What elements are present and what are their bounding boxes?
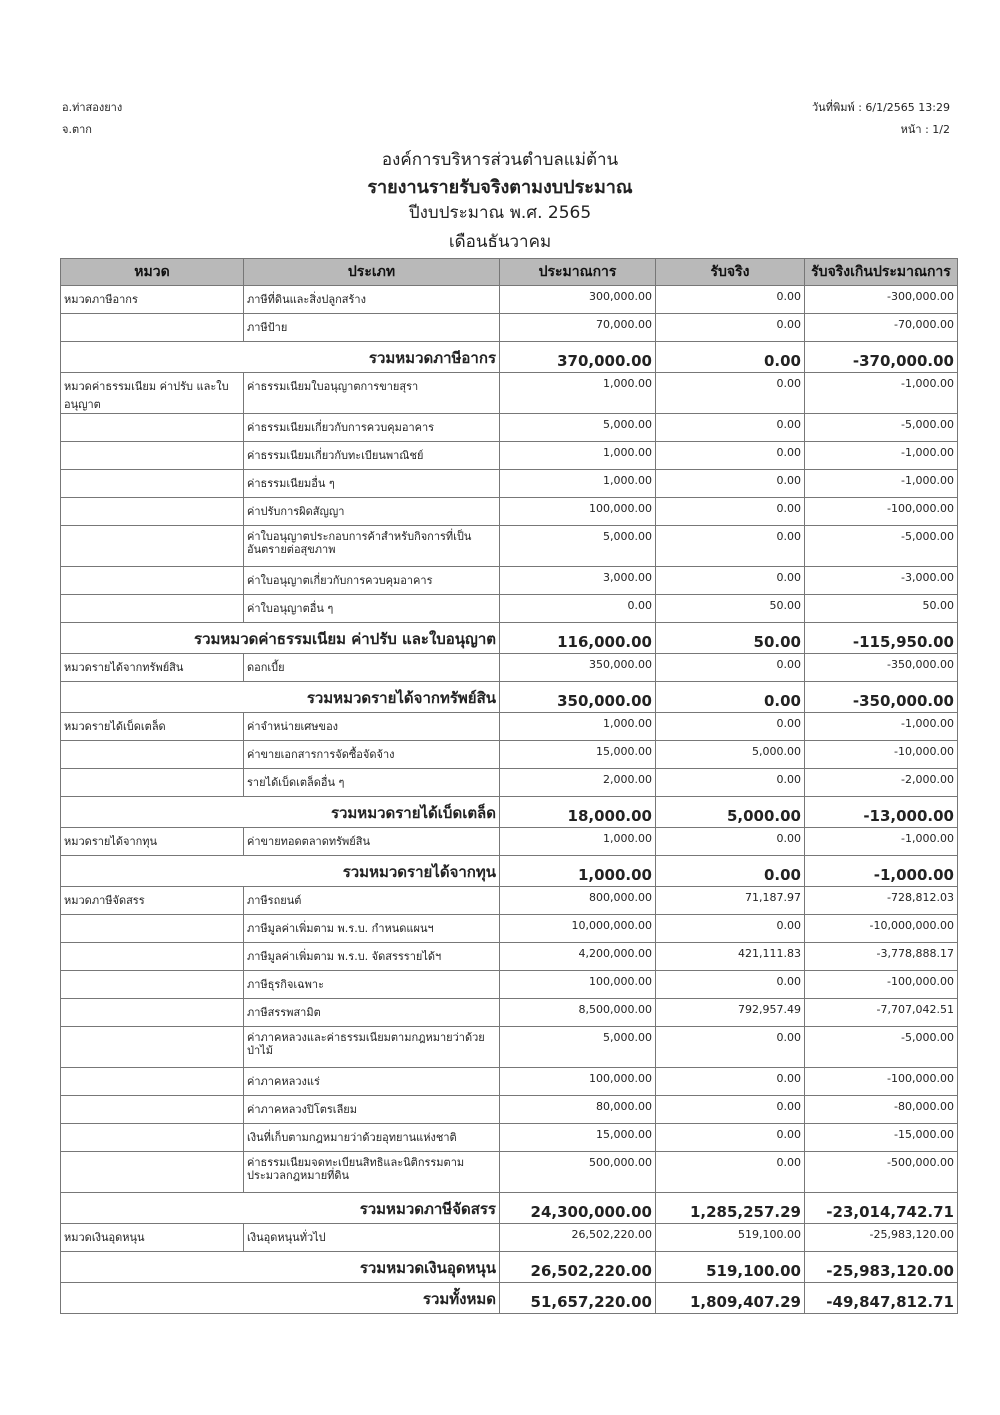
difference-cell: -10,000,000.00 (805, 915, 958, 943)
actual-cell: 0.00 (656, 442, 805, 470)
table-row (61, 567, 958, 595)
difference-cell: -10,000.00 (805, 741, 958, 769)
actual-cell: 1,285,257.29 (656, 1193, 805, 1224)
estimate-cell: 1,000.00 (500, 828, 656, 856)
type-cell: รายได้เบ็ดเตล็ดอื่น ๆ (244, 769, 500, 797)
table-row (61, 769, 958, 797)
difference-cell: -1,000.00 (805, 470, 958, 498)
subtotal-row (61, 682, 958, 713)
actual-cell: 0.00 (656, 971, 805, 999)
actual-cell: 0.00 (656, 373, 805, 414)
actual-cell: 0.00 (656, 567, 805, 595)
difference-cell: -1,000.00 (805, 373, 958, 414)
difference-cell: -100,000.00 (805, 971, 958, 999)
category-cell (61, 943, 244, 971)
type-cell: ค่าธรรมเนียมจดทะเบียนสิทธิและนิติกรรมตามประมวลกฎหมายที่ดิน (244, 1152, 500, 1193)
subtotal-label: รวมทั้งหมด (61, 1283, 500, 1314)
actual-cell: 1,809,407.29 (656, 1283, 805, 1314)
difference-cell: -80,000.00 (805, 1096, 958, 1124)
actual-cell: 0.00 (656, 654, 805, 682)
column-header-category: หมวด (61, 259, 244, 286)
column-header-estimate: ประมาณการ (500, 259, 656, 286)
category-cell (61, 1068, 244, 1096)
estimate-cell: 2,000.00 (500, 769, 656, 797)
difference-cell: -15,000.00 (805, 1124, 958, 1152)
subtotal-label: รวมหมวดภาษีจัดสรร (61, 1193, 500, 1224)
difference-cell: -370,000.00 (805, 342, 958, 373)
estimate-cell: 370,000.00 (500, 342, 656, 373)
table-row (61, 828, 958, 856)
type-cell: ดอกเบี้ย (244, 654, 500, 682)
category-cell: หมวดค่าธรรมเนียม ค่าปรับ และใบอนุญาต (61, 373, 244, 414)
estimate-cell: 100,000.00 (500, 1068, 656, 1096)
actual-cell: 0.00 (656, 526, 805, 567)
type-cell: ค่าใบอนุญาตเกี่ยวกับการควบคุมอาคาร (244, 567, 500, 595)
table-row (61, 915, 958, 943)
fiscal-year: ปีงบประมาณ พ.ศ. 2565 (408, 203, 592, 223)
table-row (61, 741, 958, 769)
subtotal-row (61, 1283, 958, 1314)
table-row (61, 470, 958, 498)
type-cell: ภาษีสรรพสามิต (244, 999, 500, 1027)
table-row (61, 1027, 958, 1068)
actual-cell: 519,100.00 (656, 1224, 805, 1252)
difference-cell: -5,000.00 (805, 1027, 958, 1068)
subtotal-row (61, 623, 958, 654)
category-cell: หมวดรายได้จากทุน (61, 828, 244, 856)
actual-cell: 421,111.83 (656, 943, 805, 971)
estimate-cell: 500,000.00 (500, 1152, 656, 1193)
difference-cell: -728,812.03 (805, 887, 958, 915)
category-cell (61, 442, 244, 470)
estimate-cell: 8,500,000.00 (500, 999, 656, 1027)
actual-cell: 0.00 (656, 828, 805, 856)
type-cell: ค่าธรรมเนียมอื่น ๆ (244, 470, 500, 498)
difference-cell: -5,000.00 (805, 414, 958, 442)
actual-cell: 71,187.97 (656, 887, 805, 915)
actual-cell: 0.00 (656, 915, 805, 943)
actual-cell: 50.00 (656, 595, 805, 623)
difference-cell: -25,983,120.00 (805, 1252, 958, 1283)
category-cell: หมวดรายได้เบ็ดเตล็ด (61, 713, 244, 741)
difference-cell: -7,707,042.51 (805, 999, 958, 1027)
table-row (61, 526, 958, 567)
estimate-cell: 5,000.00 (500, 414, 656, 442)
page-number: หน้า : 1/2 (900, 123, 950, 136)
actual-cell: 50.00 (656, 623, 805, 654)
subtotal-label: รวมหมวดภาษีอากร (61, 342, 500, 373)
difference-cell: -115,950.00 (805, 623, 958, 654)
estimate-cell: 24,300,000.00 (500, 1193, 656, 1224)
table-body (61, 286, 958, 1314)
category-cell (61, 414, 244, 442)
subtotal-label: รวมหมวดค่าธรรมเนียม ค่าปรับ และใบอนุญาต (61, 623, 500, 654)
type-cell: ภาษีมูลค่าเพิ่มตาม พ.ร.บ. จัดสรรรายได้ฯ (244, 943, 500, 971)
type-cell: ค่าภาคหลวงปิโตรเลียม (244, 1096, 500, 1124)
province-label: จ.ตาก (62, 123, 92, 136)
actual-cell: 0.00 (656, 856, 805, 887)
table-row (61, 286, 958, 314)
difference-cell: -1,000.00 (805, 856, 958, 887)
table-header-row (61, 259, 958, 286)
type-cell: ค่าขายทอดตลาดทรัพย์สิน (244, 828, 500, 856)
table-row (61, 1068, 958, 1096)
actual-cell: 0.00 (656, 682, 805, 713)
actual-cell: 0.00 (656, 1027, 805, 1068)
category-cell (61, 595, 244, 623)
subtotal-label: รวมหมวดรายได้จากทรัพย์สิน (61, 682, 500, 713)
type-cell: ภาษีที่ดินและสิ่งปลูกสร้าง (244, 286, 500, 314)
estimate-cell: 800,000.00 (500, 887, 656, 915)
difference-cell: -1,000.00 (805, 442, 958, 470)
estimate-cell: 3,000.00 (500, 567, 656, 595)
category-cell (61, 470, 244, 498)
type-cell: ภาษีรถยนต์ (244, 887, 500, 915)
difference-cell: -300,000.00 (805, 286, 958, 314)
category-cell (61, 999, 244, 1027)
report-title: รายงานรายรับจริงตามงบประมาณ (367, 177, 633, 198)
table-row (61, 1124, 958, 1152)
estimate-cell: 5,000.00 (500, 1027, 656, 1068)
category-cell: หมวดรายได้จากทรัพย์สิน (61, 654, 244, 682)
type-cell: ค่าภาคหลวงแร่ (244, 1068, 500, 1096)
type-cell: ค่าจำหน่ายเศษของ (244, 713, 500, 741)
type-cell: ค่าธรรมเนียมเกี่ยวกับการควบคุมอาคาร (244, 414, 500, 442)
estimate-cell: 100,000.00 (500, 498, 656, 526)
category-cell: หมวดภาษีอากร (61, 286, 244, 314)
type-cell: ค่าภาคหลวงและค่าธรรมเนียมตามกฎหมายว่าด้วยป่าไม้ (244, 1027, 500, 1068)
difference-cell: -70,000.00 (805, 314, 958, 342)
actual-cell: 0.00 (656, 1152, 805, 1193)
type-cell: ค่าใบอนุญาตอื่น ๆ (244, 595, 500, 623)
subtotal-label: รวมหมวดรายได้เบ็ดเตล็ด (61, 797, 500, 828)
type-cell: ค่าใบอนุญาตประกอบการค้าสำหรับกิจการที่เป็นอันตรายต่อสุขภาพ (244, 526, 500, 567)
category-cell (61, 567, 244, 595)
difference-cell: -23,014,742.71 (805, 1193, 958, 1224)
print-date: วันที่พิมพ์ : 6/1/2565 13:29 (812, 101, 950, 114)
actual-cell: 0.00 (656, 470, 805, 498)
difference-cell: -25,983,120.00 (805, 1224, 958, 1252)
type-cell: ค่าธรรมเนียมใบอนุญาตการขายสุรา (244, 373, 500, 414)
actual-cell: 5,000.00 (656, 741, 805, 769)
table-row (61, 314, 958, 342)
category-cell (61, 1027, 244, 1068)
estimate-cell: 26,502,220.00 (500, 1252, 656, 1283)
category-cell (61, 741, 244, 769)
table-row (61, 1152, 958, 1193)
difference-cell: -350,000.00 (805, 654, 958, 682)
estimate-cell: 18,000.00 (500, 797, 656, 828)
table-row (61, 1096, 958, 1124)
category-cell (61, 498, 244, 526)
difference-cell: -1,000.00 (805, 713, 958, 741)
estimate-cell: 116,000.00 (500, 623, 656, 654)
subtotal-row (61, 856, 958, 887)
category-cell (61, 971, 244, 999)
actual-cell: 0.00 (656, 286, 805, 314)
actual-cell: 0.00 (656, 769, 805, 797)
estimate-cell: 80,000.00 (500, 1096, 656, 1124)
estimate-cell: 15,000.00 (500, 1124, 656, 1152)
actual-cell: 0.00 (656, 1096, 805, 1124)
type-cell: ภาษีป้าย (244, 314, 500, 342)
category-cell (61, 1152, 244, 1193)
estimate-cell: 350,000.00 (500, 654, 656, 682)
table-row (61, 595, 958, 623)
subtotal-row (61, 342, 958, 373)
difference-cell: -2,000.00 (805, 769, 958, 797)
actual-cell: 0.00 (656, 498, 805, 526)
type-cell: เงินอุดหนุนทั่วไป (244, 1224, 500, 1252)
estimate-cell: 0.00 (500, 595, 656, 623)
actual-cell: 0.00 (656, 314, 805, 342)
type-cell: ค่าขายเอกสารการจัดซื้อจัดจ้าง (244, 741, 500, 769)
actual-cell: 0.00 (656, 1068, 805, 1096)
org-name: องค์การบริหารส่วนตำบลแม่ต้าน (381, 150, 619, 170)
revenue-table (60, 258, 958, 1314)
table-row (61, 713, 958, 741)
subtotal-label: รวมหมวดรายได้จากทุน (61, 856, 500, 887)
estimate-cell: 1,000.00 (500, 713, 656, 741)
category-cell (61, 1124, 244, 1152)
category-cell: หมวดเงินอุดหนุน (61, 1224, 244, 1252)
actual-cell: 5,000.00 (656, 797, 805, 828)
column-header-actual: รับจริง (656, 259, 805, 286)
category-cell: หมวดภาษีจัดสรร (61, 887, 244, 915)
actual-cell: 792,957.49 (656, 999, 805, 1027)
type-cell: ค่าธรรมเนียมเกี่ยวกับทะเบียนพาณิชย์ (244, 442, 500, 470)
subtotal-row (61, 1252, 958, 1283)
difference-cell: -13,000.00 (805, 797, 958, 828)
estimate-cell: 10,000,000.00 (500, 915, 656, 943)
estimate-cell: 5,000.00 (500, 526, 656, 567)
actual-cell: 519,100.00 (656, 1252, 805, 1283)
subtotal-label: รวมหมวดเงินอุดหนุน (61, 1252, 500, 1283)
category-cell (61, 769, 244, 797)
type-cell: ภาษีมูลค่าเพิ่มตาม พ.ร.บ. กำหนดแผนฯ (244, 915, 500, 943)
table-row (61, 1224, 958, 1252)
difference-cell: -3,778,888.17 (805, 943, 958, 971)
category-cell (61, 314, 244, 342)
actual-cell: 0.00 (656, 342, 805, 373)
type-cell: ภาษีธุรกิจเฉพาะ (244, 971, 500, 999)
estimate-cell: 15,000.00 (500, 741, 656, 769)
estimate-cell: 350,000.00 (500, 682, 656, 713)
estimate-cell: 1,000.00 (500, 856, 656, 887)
difference-cell: -1,000.00 (805, 828, 958, 856)
estimate-cell: 4,200,000.00 (500, 943, 656, 971)
difference-cell: 50.00 (805, 595, 958, 623)
difference-cell: -49,847,812.71 (805, 1283, 958, 1314)
estimate-cell: 51,657,220.00 (500, 1283, 656, 1314)
difference-cell: -350,000.00 (805, 682, 958, 713)
subtotal-row (61, 1193, 958, 1224)
table-row (61, 442, 958, 470)
category-cell (61, 526, 244, 567)
estimate-cell: 1,000.00 (500, 442, 656, 470)
type-cell: ค่าปรับการผิดสัญญา (244, 498, 500, 526)
type-cell: เงินที่เก็บตามกฎหมายว่าด้วยอุทยานแห่งชาติ (244, 1124, 500, 1152)
actual-cell: 0.00 (656, 713, 805, 741)
column-header-difference: รับจริงเกินประมาณการ (805, 259, 958, 286)
table-row (61, 971, 958, 999)
category-cell (61, 1096, 244, 1124)
estimate-cell: 1,000.00 (500, 470, 656, 498)
table-row (61, 498, 958, 526)
report-month: เดือนธันวาคม (448, 232, 552, 252)
difference-cell: -5,000.00 (805, 526, 958, 567)
difference-cell: -3,000.00 (805, 567, 958, 595)
actual-cell: 0.00 (656, 414, 805, 442)
category-cell (61, 915, 244, 943)
estimate-cell: 1,000.00 (500, 373, 656, 414)
estimate-cell: 70,000.00 (500, 314, 656, 342)
estimate-cell: 300,000.00 (500, 286, 656, 314)
table-row (61, 887, 958, 915)
district-label: อ.ท่าสองยาง (62, 101, 123, 114)
difference-cell: -500,000.00 (805, 1152, 958, 1193)
table-row (61, 373, 958, 414)
table-row (61, 654, 958, 682)
table-row (61, 943, 958, 971)
actual-cell: 0.00 (656, 1124, 805, 1152)
difference-cell: -100,000.00 (805, 1068, 958, 1096)
column-header-type: ประเภท (244, 259, 500, 286)
subtotal-row (61, 797, 958, 828)
difference-cell: -100,000.00 (805, 498, 958, 526)
table-row (61, 999, 958, 1027)
estimate-cell: 100,000.00 (500, 971, 656, 999)
estimate-cell: 26,502,220.00 (500, 1224, 656, 1252)
table-row (61, 414, 958, 442)
